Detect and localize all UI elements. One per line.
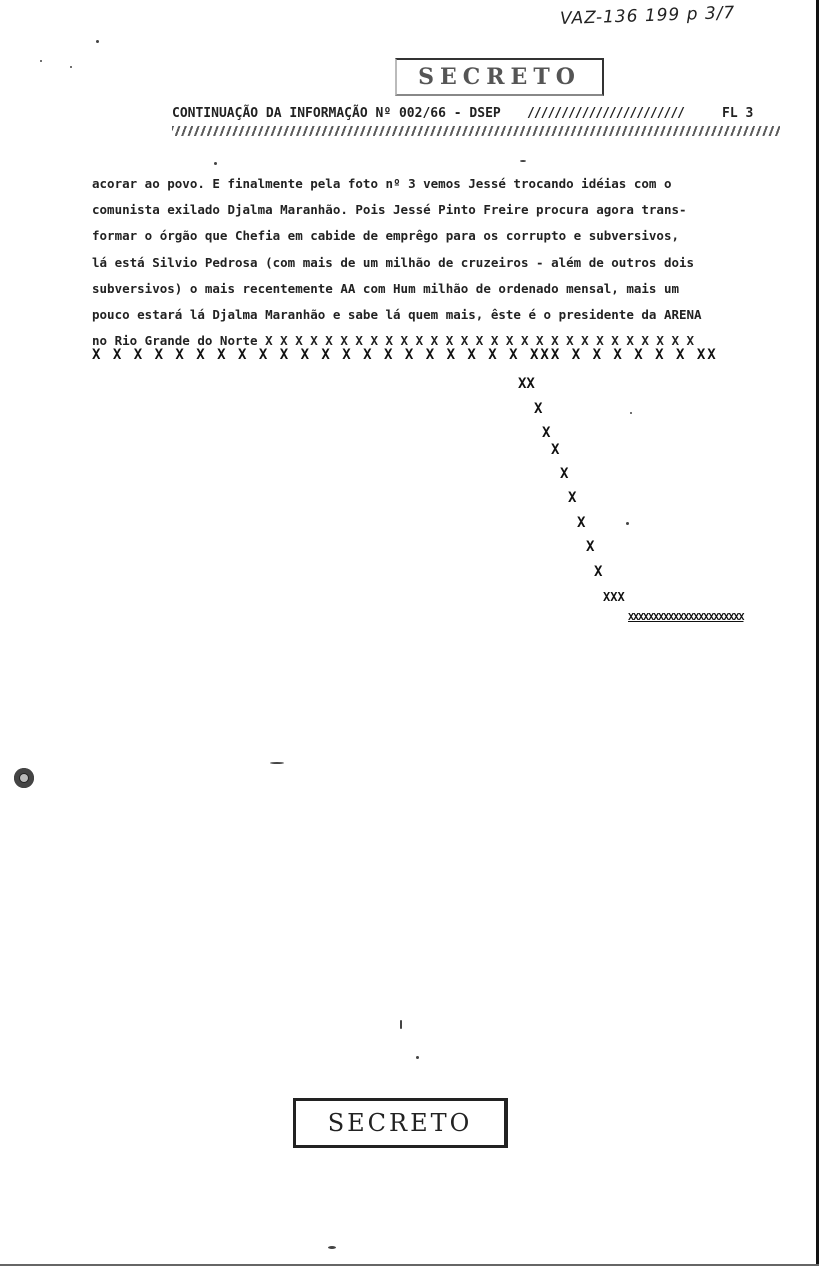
body-line: comunista exilado Djalma Maranhão. Pois Jessé Pinto Freire procura agora trans- [92, 202, 687, 218]
header-underline [172, 126, 780, 136]
body-line: subversivos) o mais recentemente AA com Hum milhão de ordenado mensal, mais um [92, 280, 679, 296]
x-mark: X [568, 490, 577, 506]
header-slash-fill: /////////////////////// [527, 106, 685, 121]
body-line: pouco estará lá Djalma Maranhão e sabe lá quem mais, êste é o presidente da ARENA [92, 306, 702, 322]
x-mark: X [594, 564, 603, 580]
body-line: no Rio Grande do Norte X X X X X X X X X X X X X X X X X X X X X X X X X X X X X [92, 333, 695, 349]
archive-handwritten-note: VAZ-136 199 p 3/7 [559, 2, 736, 30]
x-mark: XXX [603, 590, 625, 604]
x-mark: X [560, 466, 569, 482]
body-paragraph [92, 171, 782, 354]
x-mark: X [534, 401, 543, 417]
x-fill-line: X X X X X X X X X X X X X X X X X X X X X XXX X X X X X X XX [92, 347, 718, 363]
scan-speck [96, 40, 99, 43]
scan-speck [214, 162, 217, 165]
x-mark: X [551, 442, 560, 458]
scan-speck [40, 60, 42, 62]
secret-stamp-bottom: SECRETO [293, 1098, 508, 1148]
scan-speck [400, 1020, 402, 1029]
continuation-header [172, 106, 772, 121]
x-mark: X [586, 539, 595, 555]
punch-hole [14, 768, 34, 788]
scan-speck [520, 160, 526, 162]
x-mark: X [542, 425, 551, 441]
scan-speck [626, 522, 629, 525]
document-reference: CONTINUAÇÃO DA INFORMAÇÃO Nº 002/66 - DSEP [172, 106, 501, 121]
body-line: formar o órgão que Chefia em cabide de emprêgo para os corrupto e subversivos, [92, 228, 679, 244]
body-line: lá está Silvio Pedrosa (com mais de um milhão de cruzeiros - além de outros dois [92, 254, 695, 270]
scan-speck [270, 762, 284, 764]
body-line: acorar ao povo. E finalmente pela foto nº 3 vemos Jessé trocando idéias com o [92, 176, 672, 191]
secret-stamp-top: SECRETO [395, 58, 604, 96]
scan-speck [70, 66, 72, 68]
x-tail-line: XXXXXXXXXXXXXXXXXXXXXXX [628, 612, 744, 623]
scan-speck [630, 412, 632, 414]
x-mark: XX [518, 376, 535, 392]
folio-number: FL 3 [722, 106, 754, 121]
scan-speck [416, 1056, 419, 1059]
x-mark: X [577, 515, 586, 531]
scan-speck [328, 1246, 336, 1249]
